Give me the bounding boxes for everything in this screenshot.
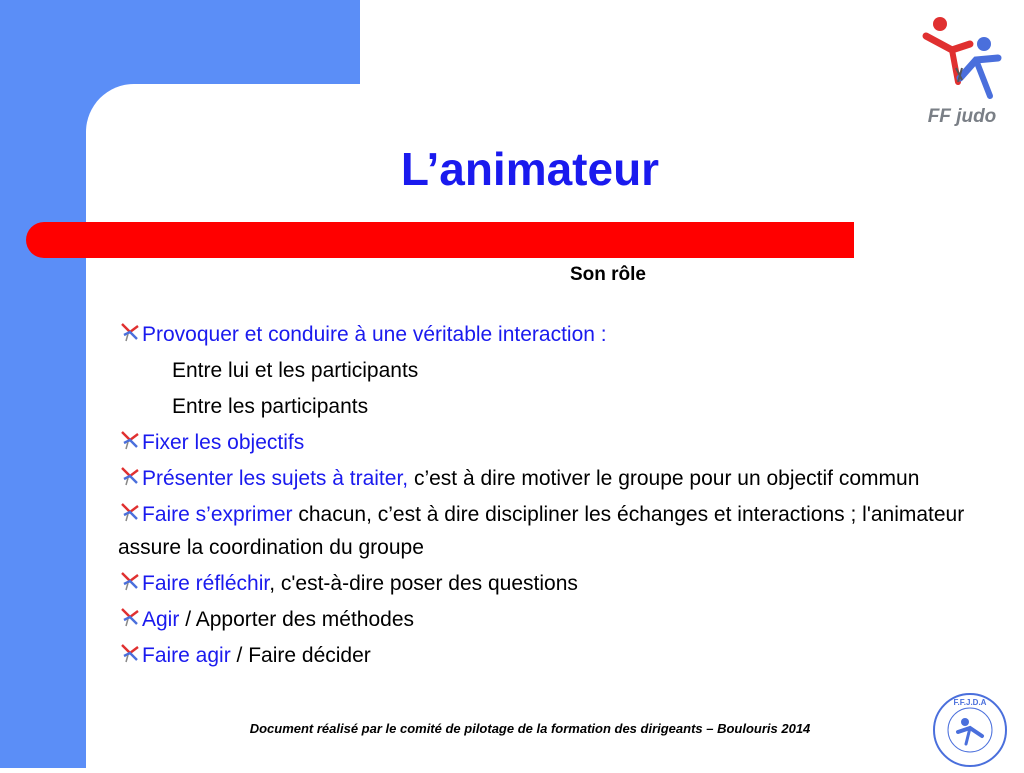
list-item: [118, 426, 998, 459]
list-item: [118, 498, 998, 564]
ffjudo-bullet-icon: [118, 570, 142, 592]
ffjda-seal-logo: [932, 692, 1008, 768]
list-item: [118, 318, 998, 354]
item-rest: chacun, c’est à dire discipliner les échanges et interactions ; l'animateur assure la coordination du groupe: [118, 503, 965, 559]
item-lead: Faire réfléchir: [142, 572, 270, 595]
seal-text: F.F.J.D.A: [953, 698, 987, 707]
bullet-list: [118, 318, 998, 672]
list-item: [118, 639, 998, 672]
item-lead: Provoquer et conduire à une véritable interaction: [142, 323, 595, 346]
sub-item: Entre les participants: [172, 395, 369, 418]
ffjudo-bullet-icon: [118, 642, 142, 664]
list-item: [118, 567, 998, 600]
sub-item: Entre lui et les participants: [172, 359, 419, 382]
item-rest: / Faire décider: [230, 644, 371, 667]
item-rest: , c'est-à-dire poser des questions: [269, 572, 578, 595]
ffjudo-bullet-icon: [118, 501, 142, 523]
item-colon: :: [594, 323, 607, 346]
seal-icon: [932, 692, 1008, 768]
slide-title: L’animateur: [400, 143, 660, 195]
item-lead: Faire agir: [142, 644, 231, 667]
item-lead: Présenter les sujets à traiter,: [142, 467, 409, 490]
ffjudo-bullet-icon: [118, 606, 142, 628]
list-item: [118, 462, 998, 495]
footer-text: Document réalisé par le comité de pilotage de la formation des dirigeants – Boulouris 2014: [249, 721, 811, 736]
item-lead: Fixer les objectifs: [142, 431, 305, 454]
item-lead: Agir: [142, 608, 180, 631]
item-rest: / Apporter des méthodes: [179, 608, 414, 631]
judoka-icon: [912, 10, 1012, 106]
ffjudo-bullet-icon: [118, 321, 142, 343]
slide-subtitle: Son rôle: [569, 264, 646, 285]
red-title-bar: [26, 222, 854, 258]
item-rest: c’est à dire motiver le groupe pour un objectif commun: [408, 467, 920, 490]
list-item: [118, 603, 998, 636]
ffjudo-bullet-icon: [118, 429, 142, 451]
item-lead: Faire s’exprimer: [142, 503, 293, 526]
logo-text: FF judo: [927, 106, 997, 127]
ff-judo-logo: [912, 10, 1012, 135]
ffjudo-bullet-icon: [118, 465, 142, 487]
